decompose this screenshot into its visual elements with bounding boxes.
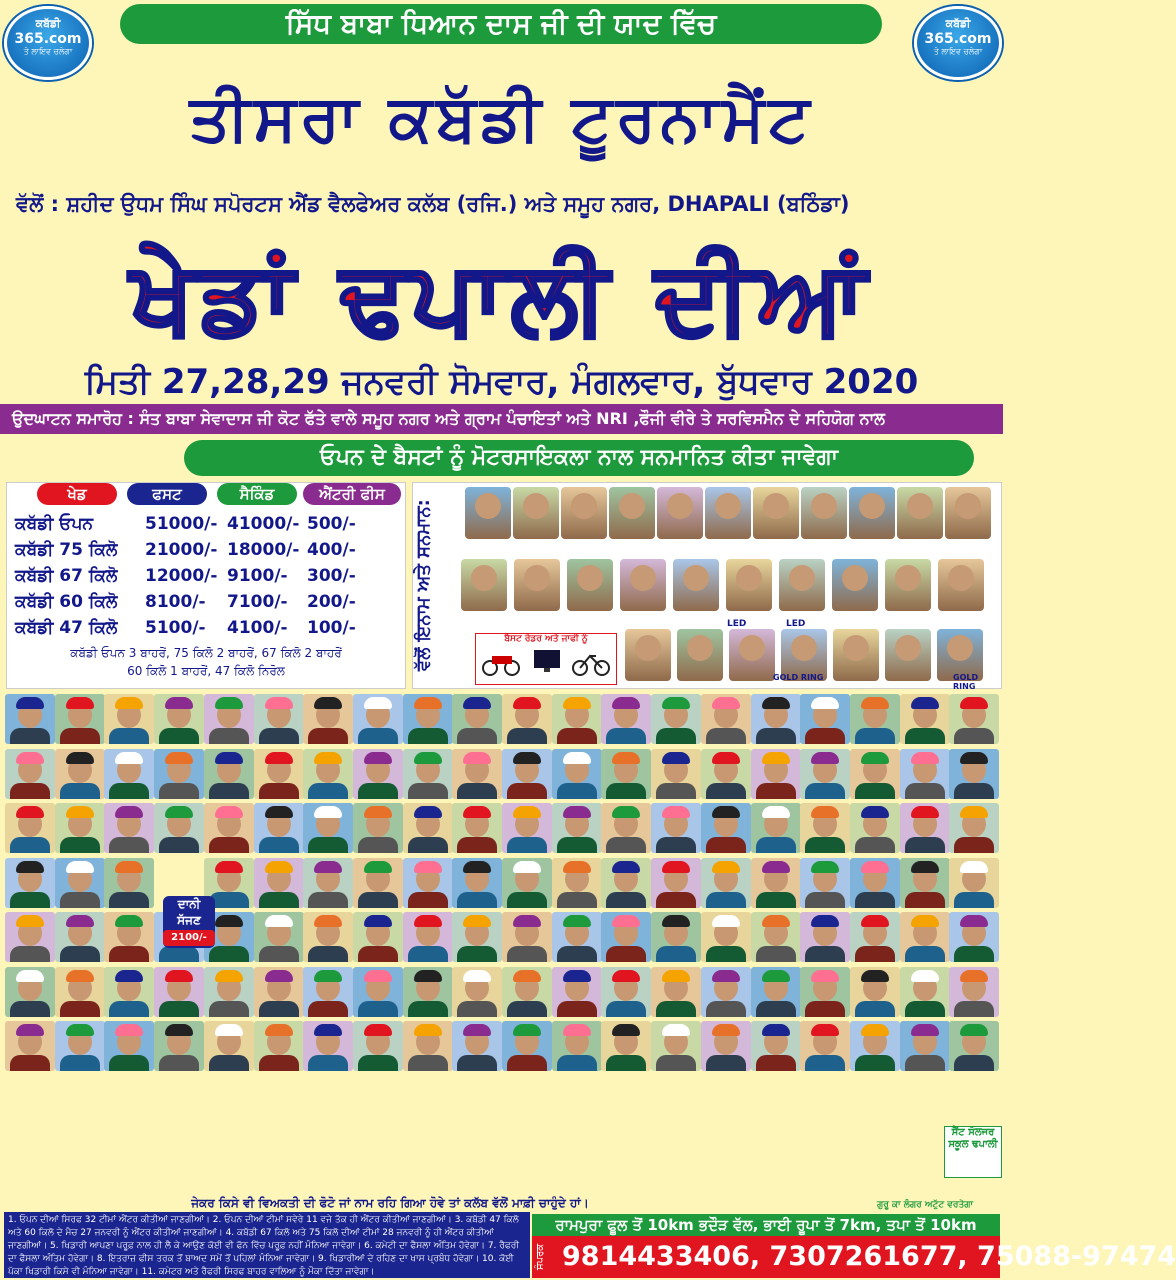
supporter-photo — [800, 1021, 850, 1071]
supporter-photo — [204, 967, 254, 1017]
led-label-2: LED — [786, 619, 806, 629]
supporter-photo — [651, 694, 701, 744]
supporter-photo — [104, 858, 154, 908]
supporter-photo — [601, 694, 651, 744]
supporter-photo — [651, 749, 701, 799]
supporter-photo — [104, 1021, 154, 1071]
supporter-photo — [900, 749, 950, 799]
game-name: ਕਬੱਡੀ 60 ਕਿਲੋ — [15, 592, 118, 612]
supporter-photo — [5, 858, 55, 908]
supporter-photo — [403, 694, 453, 744]
prize-row — [15, 617, 405, 639]
supporter-photo — [800, 967, 850, 1017]
sponsor-photo — [513, 487, 559, 539]
sponsor-photo — [885, 629, 931, 681]
sponsor-photo — [677, 629, 723, 681]
sponsor-photo — [567, 559, 613, 611]
supporter-photo — [949, 858, 999, 908]
supporter-photo — [552, 803, 602, 853]
supporter-photo — [154, 1021, 204, 1071]
supporter-photo — [800, 803, 850, 853]
second-prize: 4100/- — [227, 618, 288, 638]
sponsors-label: ਵੱਲੋਂ ਇਨਾਮ ਅਤੇ ਸਨਮਾਨ: — [413, 499, 434, 672]
supporter-photo — [303, 694, 353, 744]
supporter-photo — [502, 858, 552, 908]
supporter-photo — [949, 803, 999, 853]
supporter-photo — [5, 694, 55, 744]
langar-note: ਗੁਰੂ ਕਾ ਲੰਗਰ ਅਟੁੱਟ ਵਰਤੇਗਾ — [876, 1200, 974, 1210]
supporter-photo — [850, 967, 900, 1017]
entry-fee: 300/- — [307, 566, 356, 586]
header-game: ਖੇਡ — [37, 483, 117, 505]
supporter-photo — [701, 803, 751, 853]
phone-numbers: 9814433406, 7307261677, 75088-97474 — [562, 1241, 1176, 1272]
supporter-photo — [601, 912, 651, 962]
sponsor-photo — [561, 487, 607, 539]
supporter-photo — [651, 858, 701, 908]
sponsor-photo — [620, 559, 666, 611]
supporter-photo — [254, 858, 304, 908]
prize-row — [15, 591, 405, 613]
supporter-photo — [601, 749, 651, 799]
gold-ring-label-1: GOLD RING — [773, 673, 824, 682]
supporter-photo — [353, 1021, 403, 1071]
supporter-photo — [701, 967, 751, 1017]
supporter-photo — [104, 967, 154, 1017]
supporter-photo — [850, 1021, 900, 1071]
supporter-photo — [800, 912, 850, 962]
event-date: ਮਿਤੀ 27,28,29 ਜਨਵਰੀ ਸੋਮਵਾਰ, ਮੰਗਲਵਾਰ, ਬੁੱਧਵਾਰ 2020 — [84, 362, 919, 402]
supporter-photo — [452, 912, 502, 962]
supporter-photo — [850, 912, 900, 962]
disclaimer: ਜੇਕਰ ਕਿਸੇ ਵੀ ਵਿਅਕਤੀ ਦੀ ਫੋਟੋ ਜਾਂ ਨਾਮ ਰਹਿ ਗਿਆ ਹੋਵੇ ਤਾਂ ਕਲੱਬ ਵੱਲੋਂ ਮਾਫ਼ੀ ਚਾਹੁੰਦੇ ਹਾਂ। — [191, 1196, 589, 1210]
supporter-photo — [502, 912, 552, 962]
prize-row — [15, 513, 405, 535]
supporter-photo — [303, 749, 353, 799]
supporter-photo — [502, 1021, 552, 1071]
supporter-photo — [651, 1021, 701, 1071]
supporter-photo — [900, 858, 950, 908]
motorcycle-icon — [483, 656, 519, 675]
supporter-photo — [701, 858, 751, 908]
supporters-photo-grid — [4, 694, 999, 1074]
entry-fee: 100/- — [307, 618, 356, 638]
supporter-photo — [452, 967, 502, 1017]
supporter-photo — [353, 858, 403, 908]
header-second: ਸੈਕਿੰਡ — [217, 483, 297, 505]
second-prize: 7100/- — [227, 592, 288, 612]
sponsor-photo — [625, 629, 671, 681]
supporter-photo — [55, 694, 105, 744]
supporter-photo — [154, 803, 204, 853]
supporter-photo — [751, 967, 801, 1017]
honor-banner: ਓਪਨ ਦੇ ਬੈਸਟਾਂ ਨੂੰ ਮੋਟਰਸਾਇਕਲਾ ਨਾਲ ਸਨਮਾਨਿਤ ਕੀਤਾ ਜਾਵੇਗਾ — [184, 440, 974, 476]
gold-ring-label-2: GOLD RING — [953, 673, 979, 691]
supporter-photo — [701, 912, 751, 962]
led-tv-icon — [534, 650, 560, 672]
logo-line2: 365.com — [924, 31, 992, 47]
supporter-photo — [552, 967, 602, 1017]
supporter-photo — [552, 1021, 602, 1071]
supporter-photo — [949, 967, 999, 1017]
logo-line3: ਤੇ ਲਾਇਵ ਚਲੇਗਾ — [23, 47, 73, 56]
prize-items-box — [475, 633, 617, 685]
supporter-photo — [5, 1021, 55, 1071]
led-label-1: LED — [727, 619, 747, 629]
sponsors-panel — [412, 482, 1002, 689]
supporter-photo — [601, 967, 651, 1017]
supporter-photo — [949, 694, 999, 744]
entry-fee: 200/- — [307, 592, 356, 612]
supporter-photo — [204, 749, 254, 799]
supporter-photo — [353, 912, 403, 962]
team-rules-note2: 60 ਕਿਲੋ 1 ਬਾਹਰੋਂ, 47 ਕਿਲੋ ਨਿਰੋਲ — [127, 664, 285, 678]
logo-line2: 365.com — [14, 31, 82, 47]
first-prize: 8100/- — [145, 592, 206, 612]
supporter-photo — [254, 967, 304, 1017]
supporter-photo — [800, 694, 850, 744]
supporter-photo — [651, 803, 701, 853]
supporter-photo — [601, 803, 651, 853]
contact-label: ਸੰਪਰਕ — [535, 1243, 546, 1271]
kabaddi365-logo-left — [4, 6, 92, 80]
logo-line1: ਕਬੱਡੀ — [35, 17, 61, 30]
bicycle-icon — [573, 656, 609, 675]
rules-box: 1. ਓਪਨ ਦੀਆਂ ਸਿਰਫ 32 ਟੀਮਾਂ ਐਂਟਰ ਕੀਤੀਆਂ ਜਾਣਗੀਆਂ। 2. ਓਪਨ ਦੀਆਂ ਟੀਮਾਂ ਸਵੇਰੇ 11 ਵਜੇ ਤੱਕ ਹੀ ਐਂਟਰ ਕੀਤੀਆਂ ਜਾਣਗੀਆਂ। 3. ਕਬੱਡੀ 47 ਕਿਲੋ ਅਤੇ 60 ਕਿਲੋ ਦੇ ਮੈਚ 27 ਜਨਵਰੀ ਨੂੰ ਐਂਟਰ ਕੀਤੀਆਂ ਜਾਣਗੀਆਂ। 4. ਕਬੱਡੀ 67 ਕਿਲੋ ਅਤੇ 75 ਕਿਲੋ ਦੀਆਂ ਟੀਮਾਂ 28 ਜਨਵਰੀ ਨੂੰ ਹੀ ਐਂਟਰ ਕੀਤੀਆਂ ਜਾਣਗੀਆਂ। 5. ਖਿਡਾਰੀ ਆਪਣਾ ਪਰੂਫ਼ ਨਾਲ ਹੀ ਲੈ ਕੇ ਆਉਣ ਕੋਈ ਵੀ ਫੋਨ ਵਿੱਚ ਪਰੂਫ਼ ਨਹੀਂ ਮੰਨਿਆ ਜਾਵੇਗਾ। 6. ਕਮੇਟੀ ਦਾ ਫੈਸਲਾ ਅੰਤਿਮ ਹੋਵੇਗਾ। 7. ਰੈਫਰੀ ਦਾ ਫੈਸਲਾ ਅੰਤਿਮ ਹੋਵੇਗਾ। 8. ਇਤਰਾਜ਼ ਫੀਸ ਤਰਕ ਤੋਂ ਬਾਅਦ ਸਮੇਂ ਤੋਂ ਪਹਿਲਾਂ ਮੰਨਿਆ ਜਾਵੇਗਾ। 9. ਖਿਡਾਰੀਆਂ ਦੇ ਰਹਿਣ ਦਾ ਖਾਸ ਪ੍ਰਬੰਧ ਹੋਵੇਗਾ। 10. ਕੋਈ ਪੱਕਾ ਖਿਡਾਰੀ ਕਿਸੇ ਵੀ ਮੰਨਿਆ ਜਾਵੇਗਾ। 11. ਕਮੇਟਰ ਅਤੇ ਰੈਫਰੀ ਸਿਰਫ ਬਾਹਰ ਵਾਲਿਆ ਨੂੰ ਮੌਕਾ ਦਿੱਤਾ ਜਾਵੇਗਾ। — [4, 1212, 530, 1278]
supporter-photo — [104, 803, 154, 853]
supporter-photo — [552, 858, 602, 908]
supporter-photo — [303, 912, 353, 962]
entry-fee: 500/- — [307, 514, 356, 534]
supporter-photo — [751, 912, 801, 962]
supporter-photo — [55, 912, 105, 962]
supporter-photo — [254, 749, 304, 799]
supporter-photo — [303, 803, 353, 853]
supporter-photo — [104, 694, 154, 744]
supporter-photo — [552, 749, 602, 799]
supporter-photo — [900, 1021, 950, 1071]
supporter-photo — [900, 967, 950, 1017]
supporter-photo — [651, 912, 701, 962]
supporter-photo — [949, 749, 999, 799]
supporter-photo — [701, 1021, 751, 1071]
donor-value: 2100/- — [163, 930, 215, 946]
sponsor-photo — [897, 487, 943, 539]
sponsor-photo — [885, 559, 931, 611]
first-prize: 51000/- — [145, 514, 218, 534]
logo-line1: ਕਬੱਡੀ — [945, 17, 971, 30]
supporter-photo — [850, 749, 900, 799]
supporter-photo — [353, 749, 403, 799]
sponsor-photo — [673, 559, 719, 611]
opening-ceremony-banner: ਉਦਘਾਟਨ ਸਮਾਰੋਹ : ਸੰਤ ਬਾਬਾ ਸੇਵਾਦਾਸ ਜੀ ਕੋਟ ਫੱਤੇ ਵਾਲੇ ਸਮੂਹ ਨਗਰ ਅਤੇ ਗ੍ਰਾਮ ਪੰਚਾਇਤਾਂ ਅਤੇ NRI ,ਫੌਜੀ ਵੀਰੇ ਤੇ ਸਰਵਿਸਮੈਨ ਦੇ ਸਹਿਯੋਗ ਨਾਲ — [0, 404, 1003, 434]
supporter-photo — [5, 749, 55, 799]
supporter-photo — [900, 912, 950, 962]
supporter-photo — [154, 967, 204, 1017]
supporter-photo — [850, 694, 900, 744]
supporter-photo — [900, 694, 950, 744]
prize-row — [15, 565, 405, 587]
supporter-photo — [403, 858, 453, 908]
supporter-photo — [701, 694, 751, 744]
sponsor-photo — [849, 487, 895, 539]
supporter-photo — [651, 967, 701, 1017]
supporter-photo — [204, 694, 254, 744]
header-entry-fee: ਐਂਟਰੀ ਫੀਸ — [303, 483, 401, 505]
route-directions: ਰਾਮਪੁਰਾ ਫੂਲ ਤੋਂ 10km ਭਦੌੜ ਵੱਲ, ਭਾਈ ਰੂਪਾ ਤੋਂ 7km, ਤਪਾ ਤੋਂ 10km — [532, 1214, 1000, 1236]
organizer-line: ਵੱਲੋਂ : ਸ਼ਹੀਦ ਉਧਮ ਸਿੰਘ ਸਪੋਰਟਸ ਐਂਡ ਵੈਲਫੇਅਰ ਕਲੱਬ (ਰਜਿ.) ਅਤੇ ਸਮੂਹ ਨਗਰ, DHAPALI (ਬਠਿੰਡਾ) — [16, 192, 850, 216]
supporter-photo — [55, 749, 105, 799]
sponsor-photo — [729, 629, 775, 681]
sponsor-photo — [833, 629, 879, 681]
sponsor-photo — [514, 559, 560, 611]
supporter-photo — [452, 803, 502, 853]
supporter-photo — [303, 1021, 353, 1071]
supporter-photo — [5, 967, 55, 1017]
donor-line2: ਸੱਜਣ — [177, 913, 201, 927]
game-name: ਕਬੱਡੀ ਓਪਨ — [15, 514, 94, 534]
supporter-photo — [601, 858, 651, 908]
contact-box — [532, 1236, 1176, 1278]
first-prize: 5100/- — [145, 618, 206, 638]
sponsor-photo — [753, 487, 799, 539]
supporter-photo — [751, 1021, 801, 1071]
supporter-photo — [502, 803, 552, 853]
sponsor-photo — [657, 487, 703, 539]
supporter-photo — [254, 1021, 304, 1071]
donor-line1: ਦਾਨੀ — [177, 897, 201, 911]
header-first: ਫਸਟ — [127, 483, 207, 505]
games-title: ਖੇਡਾਂ ਢਪਾਲੀ ਦੀਆਂ — [130, 239, 873, 356]
supporter-photo — [303, 858, 353, 908]
supporter-photo — [254, 803, 304, 853]
sponsor-photo — [705, 487, 751, 539]
sponsor-photo — [726, 559, 772, 611]
supporter-photo — [452, 694, 502, 744]
supporter-photo — [751, 803, 801, 853]
supporter-photo — [204, 803, 254, 853]
second-prize: 18000/- — [227, 540, 300, 560]
donor-badge — [163, 896, 215, 948]
supporter-photo — [5, 912, 55, 962]
supporter-photo — [502, 749, 552, 799]
supporter-photo — [502, 694, 552, 744]
supporter-photo — [254, 694, 304, 744]
supporter-photo — [452, 858, 502, 908]
first-prize: 21000/- — [145, 540, 218, 560]
game-name: ਕਬੱਡੀ 75 ਕਿਲੋ — [15, 540, 118, 560]
first-prize: 12000/- — [145, 566, 218, 586]
kabaddi365-logo-right — [914, 6, 1002, 80]
supporter-photo — [949, 1021, 999, 1071]
memorial-banner: ਸਿੱਧ ਬਾਬਾ ਧਿਆਨ ਦਾਸ ਜੀ ਦੀ ਯਾਦ ਵਿੱਚ — [120, 4, 882, 44]
supporter-photo — [104, 749, 154, 799]
supporter-photo — [850, 858, 900, 908]
sponsor-photo — [801, 487, 847, 539]
supporter-photo — [751, 694, 801, 744]
sponsor-photo — [779, 559, 825, 611]
best-raider-label: ਬੈਸਟ ਰੇਡਰ ਅਤੇ ਜਾਫੀ ਨੂੰ — [504, 634, 588, 644]
supporter-photo — [900, 803, 950, 853]
supporter-photo — [254, 912, 304, 962]
supporter-photo — [403, 1021, 453, 1071]
supporter-photo — [452, 1021, 502, 1071]
sponsor-photo — [945, 487, 991, 539]
supporter-photo — [601, 1021, 651, 1071]
supporter-photo — [353, 694, 403, 744]
supporter-photo — [949, 912, 999, 962]
supporter-photo — [104, 912, 154, 962]
supporter-photo — [5, 803, 55, 853]
prize-table — [6, 482, 406, 689]
supporter-photo — [800, 749, 850, 799]
supporter-photo — [353, 803, 403, 853]
supporter-photo — [403, 912, 453, 962]
sponsor-photo — [609, 487, 655, 539]
supporter-photo — [55, 858, 105, 908]
tournament-title: ਤੀਸਰਾ ਕਬੱਡੀ ਟੂਰਨਾਮੈਂਟ — [189, 82, 814, 156]
supporter-photo — [850, 803, 900, 853]
supporter-photo — [303, 967, 353, 1017]
supporter-photo — [55, 1021, 105, 1071]
sponsor-photo — [832, 559, 878, 611]
supporter-photo — [55, 803, 105, 853]
game-name: ਕਬੱਡੀ 47 ਕਿਲੋ — [15, 618, 118, 638]
supporter-photo — [154, 694, 204, 744]
supporter-photo — [751, 749, 801, 799]
supporter-photo — [452, 749, 502, 799]
school-badge: ਸੈਂਟ ਸੋਲਜਰ ਸਕੂਲ ਢਪਾਲੀ — [944, 1126, 1002, 1178]
sponsor-photo — [465, 487, 511, 539]
sponsor-photo — [461, 559, 507, 611]
game-name: ਕਬੱਡੀ 67 ਕਿਲੋ — [15, 566, 118, 586]
supporter-photo — [552, 694, 602, 744]
supporter-photo — [701, 749, 751, 799]
supporter-photo — [800, 858, 850, 908]
supporter-photo — [751, 858, 801, 908]
second-prize: 41000/- — [227, 514, 300, 534]
supporter-photo — [403, 967, 453, 1017]
prize-items-icons — [476, 644, 616, 678]
entry-fee: 400/- — [307, 540, 356, 560]
supporter-photo — [353, 967, 403, 1017]
supporter-photo — [502, 967, 552, 1017]
supporter-photo — [154, 749, 204, 799]
supporter-photo — [403, 749, 453, 799]
team-rules-note1: ਕਬੱਡੀ ਓਪਨ 3 ਬਾਹਰੋਂ, 75 ਕਿਲੋ 2 ਬਾਹਰੋਂ, 67 ਕਿਲੋ 2 ਬਾਹਰੋਂ — [70, 646, 342, 660]
supporter-photo — [204, 1021, 254, 1071]
prize-row — [15, 539, 405, 561]
supporter-photo — [55, 967, 105, 1017]
supporter-photo — [403, 803, 453, 853]
sponsor-photo — [938, 559, 984, 611]
supporter-photo — [552, 912, 602, 962]
second-prize: 9100/- — [227, 566, 288, 586]
logo-line3: ਤੇ ਲਾਇਵ ਚਲੇਗਾ — [933, 47, 983, 56]
